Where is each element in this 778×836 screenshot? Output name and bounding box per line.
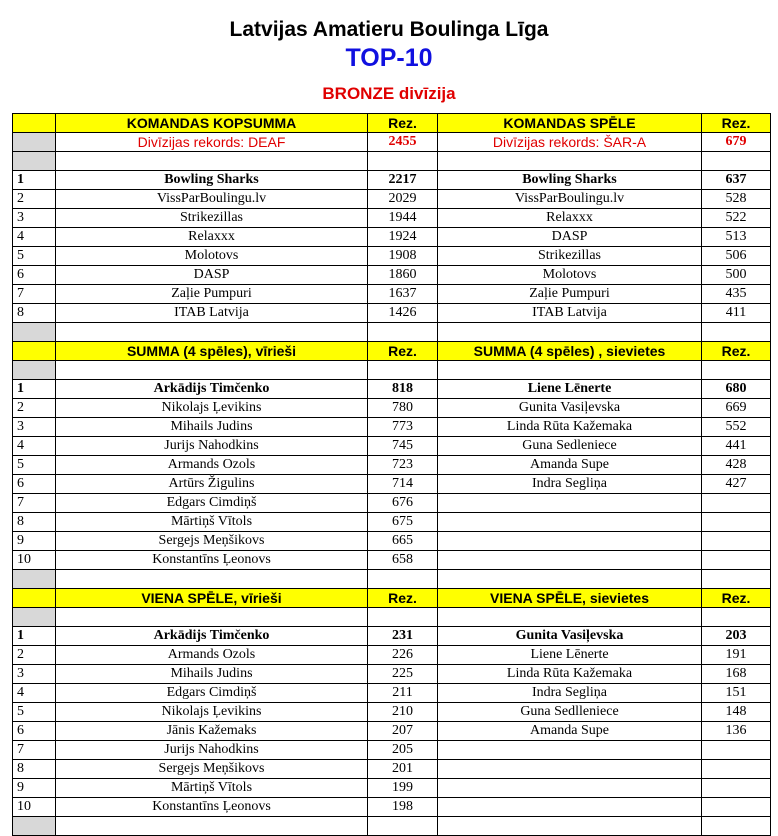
empty-cell [56, 323, 368, 342]
rez-header: Rez. [702, 342, 771, 361]
right-name-cell: Strikezillas [438, 247, 702, 266]
table-row [13, 418, 771, 437]
left-score-cell: 211 [368, 684, 438, 703]
spacer-row [13, 323, 771, 342]
right-name-cell: Indra Segliņa [438, 684, 702, 703]
empty-cell [56, 570, 368, 589]
empty-cell [368, 570, 438, 589]
right-score-cell [702, 798, 771, 817]
rank-cell: 4 [13, 228, 56, 247]
right-score-cell: 552 [702, 418, 771, 437]
empty-cell [56, 608, 368, 627]
rank-cell: 3 [13, 209, 56, 228]
left-name-cell: Molotovs [56, 247, 368, 266]
left-section-title: SUMMA (4 spēles), vīrieši [56, 342, 368, 361]
rank-cell: 5 [13, 247, 56, 266]
rank-cell: 10 [13, 551, 56, 570]
rez-header: Rez. [702, 114, 771, 133]
right-name-cell [438, 779, 702, 798]
empty-cell [438, 817, 702, 836]
rank-cell: 4 [13, 437, 56, 456]
right-name-cell: Amanda Supe [438, 722, 702, 741]
right-score-cell [702, 741, 771, 760]
empty-cell [438, 361, 702, 380]
left-score-cell: 676 [368, 494, 438, 513]
empty-cell [56, 361, 368, 380]
rank-cell [13, 133, 56, 152]
empty-cell [56, 152, 368, 171]
left-name-cell: Nikolajs Ļevikins [56, 703, 368, 722]
empty-cell [438, 323, 702, 342]
right-section-title: SUMMA (4 spēles) , sievietes [438, 342, 702, 361]
rank-cell: 8 [13, 760, 56, 779]
left-name-cell: Bowling Sharks [56, 171, 368, 190]
table-row [13, 551, 771, 570]
right-score-cell: 191 [702, 646, 771, 665]
left-score-cell: 2217 [368, 171, 438, 190]
left-name-cell: DASP [56, 266, 368, 285]
rank-cell [13, 570, 56, 589]
left-name-cell: Arkādijs Timčenko [56, 627, 368, 646]
right-score-cell: 428 [702, 456, 771, 475]
right-score-cell: 669 [702, 399, 771, 418]
right-name-cell: Linda Rūta Kažemaka [438, 418, 702, 437]
left-score-cell: 205 [368, 741, 438, 760]
left-score-cell: 818 [368, 380, 438, 399]
right-name-cell [438, 513, 702, 532]
table-row [13, 646, 771, 665]
right-name-cell [438, 741, 702, 760]
empty-cell [702, 361, 771, 380]
right-name-cell [438, 798, 702, 817]
right-name-cell: VissParBoulingu.lv [438, 190, 702, 209]
right-name-cell: DASP [438, 228, 702, 247]
table-row [13, 247, 771, 266]
empty-cell [56, 817, 368, 836]
rez-header: Rez. [368, 342, 438, 361]
left-section-title: KOMANDAS KOPSUMMA [56, 114, 368, 133]
rank-cell: 5 [13, 703, 56, 722]
rank-cell: 3 [13, 665, 56, 684]
left-name-cell: Sergejs Meņšikovs [56, 532, 368, 551]
right-record-label: Divīzijas rekords: ŠAR-A [438, 133, 702, 152]
right-score-cell [702, 494, 771, 513]
table-row [13, 703, 771, 722]
section-header-row [13, 589, 771, 608]
right-score-cell [702, 779, 771, 798]
left-name-cell: Relaxxx [56, 228, 368, 247]
left-score-cell: 723 [368, 456, 438, 475]
empty-cell [702, 570, 771, 589]
left-name-cell: ITAB Latvija [56, 304, 368, 323]
right-name-cell: Molotovs [438, 266, 702, 285]
empty-cell [702, 817, 771, 836]
left-score-cell: 225 [368, 665, 438, 684]
table-row [13, 684, 771, 703]
spacer-row [13, 570, 771, 589]
left-name-cell: Jurijs Nahodkins [56, 437, 368, 456]
division-record-row [13, 133, 771, 152]
rank-cell: 6 [13, 722, 56, 741]
rez-header: Rez. [702, 589, 771, 608]
rank-cell: 2 [13, 190, 56, 209]
table-row [13, 304, 771, 323]
right-score-cell: 148 [702, 703, 771, 722]
left-name-cell: Konstantīns Ļeonovs [56, 551, 368, 570]
left-name-cell: Nikolajs Ļevikins [56, 399, 368, 418]
left-name-cell: Jurijs Nahodkins [56, 741, 368, 760]
left-name-cell: Arkādijs Timčenko [56, 380, 368, 399]
left-name-cell: Artūrs Žigulins [56, 475, 368, 494]
left-score-cell: 199 [368, 779, 438, 798]
table-row [13, 209, 771, 228]
rank-cell: 8 [13, 513, 56, 532]
right-name-cell [438, 551, 702, 570]
empty-cell [368, 361, 438, 380]
right-score-cell [702, 760, 771, 779]
left-score-cell: 780 [368, 399, 438, 418]
top10-title: TOP-10 [345, 44, 433, 72]
left-score-cell: 665 [368, 532, 438, 551]
left-score-cell: 210 [368, 703, 438, 722]
table-row [13, 171, 771, 190]
right-score-cell [702, 551, 771, 570]
rank-cell: 7 [13, 494, 56, 513]
rank-cell [13, 817, 56, 836]
right-name-cell: Linda Rūta Kažemaka [438, 665, 702, 684]
left-score-cell: 745 [368, 437, 438, 456]
table-row [13, 779, 771, 798]
rank-cell: 8 [13, 304, 56, 323]
left-name-cell: Armands Ozols [56, 456, 368, 475]
right-name-cell: Guna Sedleniece [438, 437, 702, 456]
table-row [13, 760, 771, 779]
left-score-cell: 1908 [368, 247, 438, 266]
rank-cell: 3 [13, 418, 56, 437]
table-row [13, 456, 771, 475]
header-blank-cell [13, 342, 56, 361]
table-row [13, 228, 771, 247]
table-row [13, 399, 771, 418]
right-section-title: VIENA SPĒLE, sievietes [438, 589, 702, 608]
empty-cell [368, 608, 438, 627]
empty-cell [368, 323, 438, 342]
left-name-cell: Strikezillas [56, 209, 368, 228]
left-score-cell: 675 [368, 513, 438, 532]
rez-header: Rez. [368, 114, 438, 133]
left-name-cell: Konstantīns Ļeonovs [56, 798, 368, 817]
spacer-row [13, 608, 771, 627]
table-row [13, 437, 771, 456]
right-score-cell: 506 [702, 247, 771, 266]
results-table [12, 113, 771, 836]
table-row [13, 475, 771, 494]
right-score-cell: 151 [702, 684, 771, 703]
table-row [13, 741, 771, 760]
table-row [13, 285, 771, 304]
right-score-cell: 680 [702, 380, 771, 399]
rank-cell: 2 [13, 399, 56, 418]
left-score-cell: 1860 [368, 266, 438, 285]
table-row [13, 494, 771, 513]
right-score-cell: 136 [702, 722, 771, 741]
left-score-cell: 1944 [368, 209, 438, 228]
table-row [13, 665, 771, 684]
league-title: Latvijas Amatieru Boulinga Līga [229, 18, 549, 41]
right-name-cell [438, 494, 702, 513]
table-row [13, 532, 771, 551]
section-header-row [13, 114, 771, 133]
left-name-cell: Mārtiņš Vītols [56, 513, 368, 532]
right-score-cell [702, 513, 771, 532]
table-row [13, 190, 771, 209]
left-score-cell: 1637 [368, 285, 438, 304]
right-section-title: KOMANDAS SPĒLE [438, 114, 702, 133]
table-row [13, 722, 771, 741]
empty-cell [438, 570, 702, 589]
rank-cell: 9 [13, 779, 56, 798]
rank-cell [13, 323, 56, 342]
rank-cell: 4 [13, 684, 56, 703]
right-name-cell: Indra Segliņa [438, 475, 702, 494]
right-score-cell: 203 [702, 627, 771, 646]
rez-header: Rez. [368, 589, 438, 608]
right-name-cell: Liene Lēnerte [438, 380, 702, 399]
right-score-cell: 411 [702, 304, 771, 323]
left-score-cell: 198 [368, 798, 438, 817]
right-name-cell: Relaxxx [438, 209, 702, 228]
rank-cell: 6 [13, 266, 56, 285]
right-score-cell: 441 [702, 437, 771, 456]
empty-cell [368, 817, 438, 836]
left-name-cell: Mārtiņš Vītols [56, 779, 368, 798]
left-score-cell: 1924 [368, 228, 438, 247]
rank-cell [13, 152, 56, 171]
left-name-cell: Sergejs Meņšikovs [56, 760, 368, 779]
right-score-cell: 435 [702, 285, 771, 304]
rank-cell [13, 361, 56, 380]
section-header-row [13, 342, 771, 361]
table-row [13, 798, 771, 817]
left-name-cell: Armands Ozols [56, 646, 368, 665]
left-record-label: Divīzijas rekords: DEAF [56, 133, 368, 152]
left-name-cell: Edgars Cimdiņš [56, 684, 368, 703]
empty-cell [702, 608, 771, 627]
empty-cell [438, 608, 702, 627]
left-score-cell: 1426 [368, 304, 438, 323]
rank-cell: 7 [13, 741, 56, 760]
left-name-cell: Zaļie Pumpuri [56, 285, 368, 304]
rank-cell: 1 [13, 380, 56, 399]
right-score-cell: 427 [702, 475, 771, 494]
header-blank-cell [13, 589, 56, 608]
right-name-cell: Liene Lēnerte [438, 646, 702, 665]
rank-cell: 10 [13, 798, 56, 817]
table-row [13, 380, 771, 399]
left-score-cell: 226 [368, 646, 438, 665]
spacer-row [13, 361, 771, 380]
right-score-cell: 513 [702, 228, 771, 247]
left-name-cell: Edgars Cimdiņš [56, 494, 368, 513]
right-score-cell: 528 [702, 190, 771, 209]
rank-cell: 1 [13, 627, 56, 646]
right-name-cell: Bowling Sharks [438, 171, 702, 190]
left-name-cell: Mihails Judins [56, 418, 368, 437]
division-title: BRONZE divīzija [322, 84, 456, 103]
left-record-value: 2455 [368, 133, 438, 152]
empty-cell [368, 152, 438, 171]
rank-cell: 7 [13, 285, 56, 304]
left-section-title: VIENA SPĒLE, vīrieši [56, 589, 368, 608]
empty-cell [702, 323, 771, 342]
spacer-row [13, 152, 771, 171]
left-name-cell: Mihails Judins [56, 665, 368, 684]
left-name-cell: Jānis Kažemaks [56, 722, 368, 741]
left-score-cell: 201 [368, 760, 438, 779]
right-name-cell: Gunita Vasiļevska [438, 399, 702, 418]
right-score-cell: 500 [702, 266, 771, 285]
right-name-cell: Zaļie Pumpuri [438, 285, 702, 304]
left-score-cell: 773 [368, 418, 438, 437]
right-name-cell: Amanda Supe [438, 456, 702, 475]
left-score-cell: 231 [368, 627, 438, 646]
rank-cell: 9 [13, 532, 56, 551]
left-score-cell: 658 [368, 551, 438, 570]
right-name-cell: ITAB Latvija [438, 304, 702, 323]
empty-cell [438, 152, 702, 171]
left-score-cell: 207 [368, 722, 438, 741]
right-name-cell: Guna Sedlleniece [438, 703, 702, 722]
rank-cell: 6 [13, 475, 56, 494]
rank-cell: 1 [13, 171, 56, 190]
left-score-cell: 2029 [368, 190, 438, 209]
left-name-cell: VissParBoulingu.lv [56, 190, 368, 209]
left-score-cell: 714 [368, 475, 438, 494]
rank-cell: 2 [13, 646, 56, 665]
header-blank-cell [13, 114, 56, 133]
right-name-cell [438, 760, 702, 779]
right-score-cell: 637 [702, 171, 771, 190]
spacer-row [13, 817, 771, 836]
table-row [13, 513, 771, 532]
right-score-cell: 522 [702, 209, 771, 228]
table-row [13, 266, 771, 285]
rank-cell: 5 [13, 456, 56, 475]
right-name-cell: Gunita Vasiļevska [438, 627, 702, 646]
rank-cell [13, 608, 56, 627]
right-score-cell [702, 532, 771, 551]
right-record-value: 679 [702, 133, 771, 152]
empty-cell [702, 152, 771, 171]
table-row [13, 627, 771, 646]
right-score-cell: 168 [702, 665, 771, 684]
right-name-cell [438, 532, 702, 551]
